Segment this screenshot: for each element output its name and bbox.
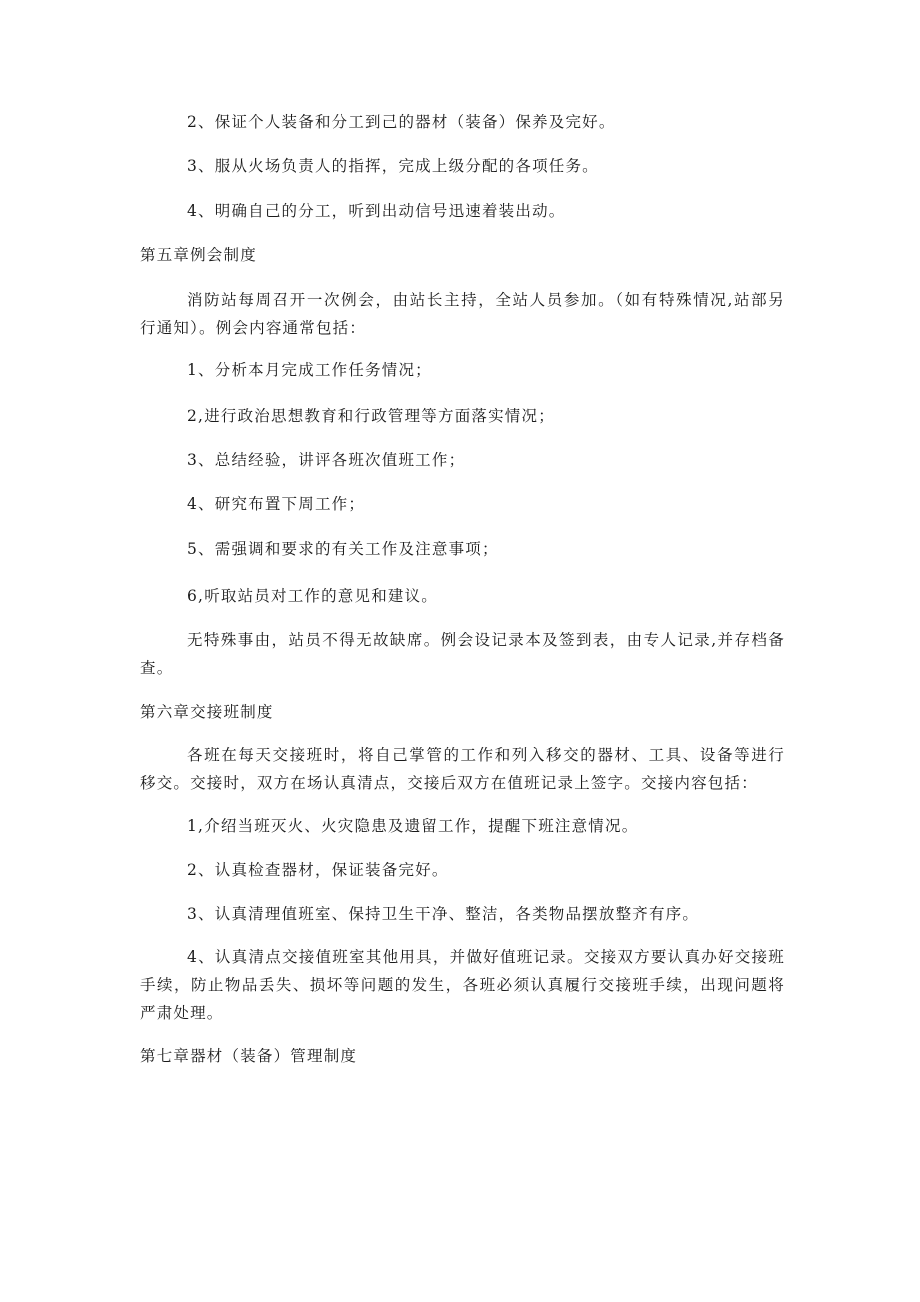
list-item: 6,听取站员对工作的意见和建议。 bbox=[187, 587, 438, 605]
list-item: 3、服从火场负责人的指挥，完成上级分配的各项任务。 bbox=[187, 157, 599, 175]
chapter-heading: 第五章例会制度 bbox=[140, 246, 257, 264]
list-item: 1,介绍当班灭火、火灾隐患及遗留工作，提醒下班注意情况。 bbox=[187, 817, 639, 835]
list-item: 2,进行政治思想教育和行政管理等方面落实情况； bbox=[187, 407, 555, 425]
list-item: 2、保证个人装备和分工到己的器材（装备）保养及完好。 bbox=[187, 113, 616, 131]
list-item: 5、需强调和要求的有关工作及注意事项； bbox=[187, 540, 499, 558]
paragraph: 无特殊事由，站员不得无故缺席。例会设记录本及签到表，由专人记录,并存档备查。 bbox=[140, 631, 785, 677]
paragraph: 各班在每天交接班时，将自己掌管的工作和列入移交的器材、工具、设备等进行移交。交接时，双方在场认真清点，交接后双方在值班记录上签字。交接内容包括： bbox=[140, 746, 785, 792]
chapter-heading: 第六章交接班制度 bbox=[140, 703, 274, 721]
list-item: 4、研究布置下周工作； bbox=[187, 495, 366, 513]
list-item: 3、认真清理值班室、保持卫生干净、整洁，各类物品摆放整齐有序。 bbox=[187, 905, 700, 923]
list-item: 4、明确自己的分工，听到出动信号迅速着装出动。 bbox=[187, 202, 566, 220]
list-item: 2、认真检查器材，保证装备完好。 bbox=[187, 861, 449, 879]
list-item: 3、总结经验，讲评各班次值班工作； bbox=[187, 451, 466, 469]
paragraph: 4、认真清点交接值班室其他用具，并做好值班记录。交接双方要认真办好交接班手续，防止物品丢失、损坏等问题的发生，各班必须认真履行交接班手续，出现问题将严肃处理。 bbox=[140, 948, 785, 1022]
paragraph: 消防站每周召开一次例会，由站长主持，全站人员参加。（如有特殊情况,站部另行通知）。例会内容通常包括： bbox=[140, 291, 785, 337]
chapter-heading: 第七章器材（装备）管理制度 bbox=[140, 1047, 358, 1065]
list-item: 1、分析本月完成工作任务情况； bbox=[187, 361, 432, 379]
